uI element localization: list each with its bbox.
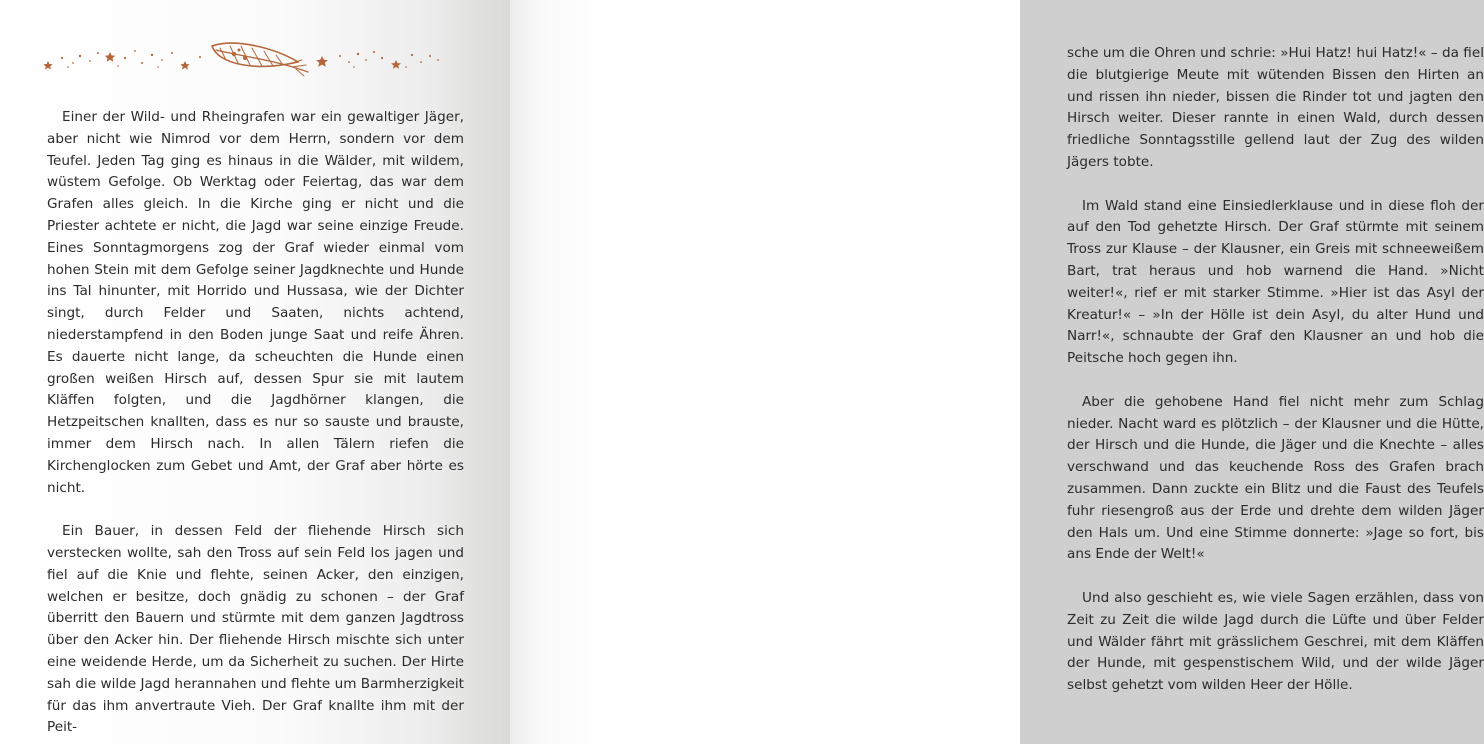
- paragraph: Ein Bauer, in dessen Feld der fliehende Hirsch sich verstecken wollte, sah den Tross auf sein Feld los jagen und fiel auf die Knie und flehte, seinen Acker, den einzigen, welchen er besitze, doch gnädig zu schonen – der Graf überritt den Bauern und stürmte mit dem ganzen Jagdtross über den Acker hin. Der fliehende Hirsch mischte sich unter eine weidende Herde, um da Sicherheit zu suchen. Der Hirte sah die wilde Jagd herannahen und flehte um Barmherzigkeit für das ihm anvertraute Vieh. Der Graf knallte ihm mit der Peit-: [47, 523, 464, 736]
- paragraph: Im Wald stand eine Einsiedlerklause und in diese floh der auf den Tod gehetzte Hirsch. Der Graf stürmte mit seinem Tross zur Klause – der Klausner, ein Greis mit schneeweißem Bart, trat heraus und hob warnend die Hand. »Nicht weiter!«, rief er mit starker Stimme. »Hier ist das Asyl der Kreatur!« – »In der Hölle ist dein Asyl, du alter Hund und Narr!«, schnaubte der Graf den Klausner an und hob die Peitsche hoch gegen ihn.: [1067, 197, 1484, 367]
- left-page: [0, 0, 510, 744]
- left-page-text: [47, 107, 464, 739]
- paragraph: Einer der Wild- und Rheingrafen war ein gewaltiger Jäger, aber nicht wie Nimrod vor dem Herrn, sondern vor dem Teufel. Jeden Tag ging es hinaus in die Wälder, mit wildem, wüstem Gefolge. Ob Werktag oder Feiertag, das war dem Grafen alles gleich. In die Kirche ging er nicht und die Priester achtete er nicht, die Jagd war seine einzige Freude. Eines Sonntagmorgens zog der Graf wieder einmal vom hohen Stein mit dem Gefolge seiner Jagdknechte und Hunde ins Tal hinunter, mit Horrido und Hussasa, wie der Dichter singt, durch Felder und Saaten, nichts achtend, niederstampfend in den Boden junge Saat und reife Ähren. Es dauerte nicht lange, da scheuchten die Hunde einen großen weißen Hirsch auf, dessen Spur sie mit lautem Kläffen folgten, und die Jagdhörner klangen, die Hetzpeitschen knallten, dass es nur so sauste und brauste, immer dem Hirsch nach. In allen Tälern riefen die Kirchenglocken zum Gebet und Amt, der Graf aber hörte es nicht.: [47, 109, 464, 496]
- paragraph: Und also geschieht es, wie viele Sagen erzählen, dass von Zeit zu Zeit die wilde Jagd durch die Lüfte und über Felder und Wälder fährt mit grässlichem Geschrei, mit dem Kläffen der Hunde, mit gespenstischem Wild, und der wilde Jäger selbst gehetzt vom wilden Heer der Hölle.: [1067, 589, 1484, 694]
- feather-ornament: [40, 36, 450, 86]
- star-icon: [316, 51, 439, 69]
- star-icon: [43, 50, 201, 70]
- paragraph: sche um die Ohren und schrie: »Hui Hatz! hui Hatz!« – da fiel die blutgierige Meute mit wütenden Bissen den Hirten an und rissen ihn nieder, bissen die Rinder tot und jagten den Hirsch weiter. Dieser rannte in einen Wald, durch dessen friedliche Sonntagsstille gellend laut der Zug des wilden Jägers tobte.: [1067, 45, 1484, 170]
- right-page: [510, 0, 1484, 744]
- right-page-text: [1067, 43, 1484, 697]
- paragraph: Aber die gehobene Hand fiel nicht mehr zum Schlag nieder. Nacht ward es plötzlich – der Klausner und die Hütte, der Hirsch und die Hunde, die Jäger und die Knechte – alles verschwand und das keuchende Ross des Grafen brach zusammen. Dann zuckte ein Blitz und die Faust des Teufels fuhr riesengroß aus der Erde und drehte dem wilden Jäger den Hals um. Und eine Stimme donnerte: »Jage so fort, bis ans Ende der Welt!«: [1067, 393, 1484, 563]
- feather-icon: [212, 43, 308, 76]
